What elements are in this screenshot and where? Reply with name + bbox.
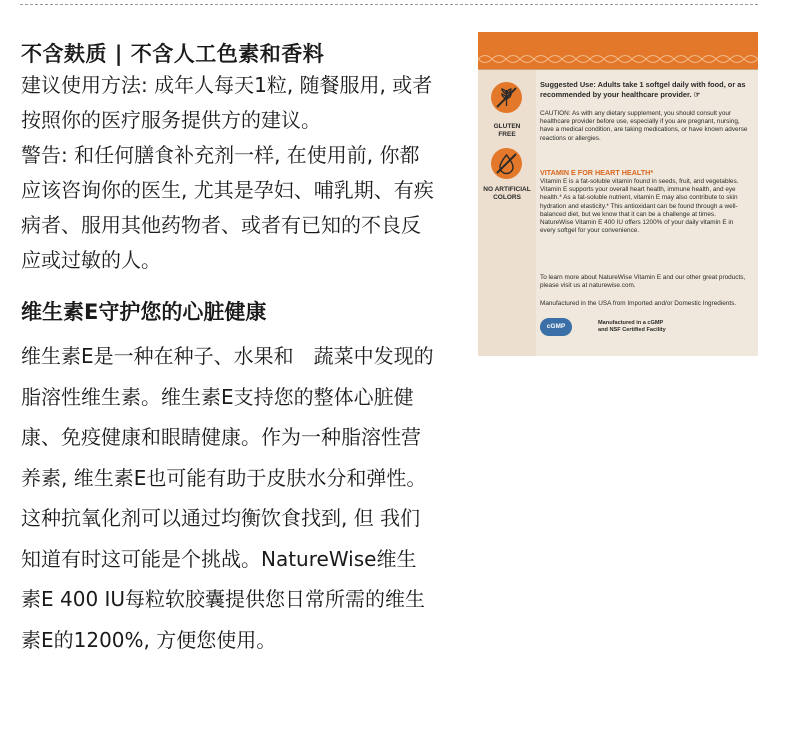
cgmp-facility-text: Manufactured in a cGMP and NSF Certified Facility <box>598 320 666 333</box>
heart-health-text: 维生素E是一种在种子、水果和 蔬菜中发现的 脂溶性维生素。维生素E支持您的整体心脏健 康、免疫健康和眼睛健康。作为一种脂溶性营 养素, 维生素E也可能有助于皮肤水分和弹性。 这种抗氧化剂可以通过均衡饮食找到, 但 我们 知道有时这可能是个挑战。NatureWise维生 素E 400 IU每粒软胶囊提供您日常所需的维生 素E的1200%, 方便您使用。 <box>21 344 434 652</box>
suggested-use-text: Suggested Use: Adults take 1 softgel daily with food, or as recommended by your healthcare provider. ☞ <box>540 80 746 99</box>
cgmp-badge: cGMP <box>540 318 572 336</box>
label-manufactured <box>540 300 750 308</box>
top-dashed-divider <box>20 4 758 5</box>
gluten-free-icon <box>491 82 522 113</box>
usage-warning-text: 建议使用方法: 成年人每天1粒, 随餐服用, 或者 按照你的医疗服务提供方的建议。 警告: 和任何膳食补充剂一样, 在使用前, 你都 应该咨询你的医生, 尤其是孕妇、哺乳期、有疾 病者、服用其他药物者、或者有已知的不良反 应或过敏的人。 <box>21 73 434 272</box>
heart-health-heading: 维生素E守护您的心脏健康 <box>21 300 267 324</box>
no-artificial-colors-caption: NO ARTIFICIAL COLORS <box>483 186 531 201</box>
label-learn-more <box>540 274 750 290</box>
label-heart-section <box>540 168 750 235</box>
manufactured-text: Manufactured in the USA from Imported and/or Domestic Ingredients. <box>540 300 737 307</box>
product-label-image <box>478 32 758 356</box>
heart-section-heading: VITAMIN E FOR HEART HEALTH* <box>540 168 654 177</box>
heart-section-text: Vitamin E is a fat-soluble vitamin found in seeds, fruit, and vegetables. Vitamin E supports your overall heart health, immune health, and eye health.* As a fat-soluble nutrient, vitamin E may also contribute to skin hydration and elasticity.* This antioxidant can be found through a well-balanced diet, but we know that it can be a challenge at times. NatureWise Vitamin E 400 IU offers 1200% of your daily vitamin E in every softgel for your convenience. <box>540 178 739 235</box>
label-caution <box>540 110 750 143</box>
learn-more-text: To learn more about NatureWise Vitamin E and our other great products, please visit us at naturewise.com. <box>540 274 746 290</box>
gluten-free-caption: GLUTEN FREE <box>493 123 521 138</box>
label-suggested-use <box>540 80 750 100</box>
description-column <box>21 40 466 652</box>
caution-text: CAUTION: As with any dietary supplement, you should consult your healthcare provider before use, especially if you are pregnant, nursing, have a medical condition, are taking medications, or have known adverse reactions or allergies. <box>540 110 748 142</box>
free-of-heading: 不含麸质 | 不含人工色素和香料 <box>21 42 325 66</box>
no-artificial-colors-icon <box>491 148 522 179</box>
label-decorative-pattern <box>478 52 758 66</box>
